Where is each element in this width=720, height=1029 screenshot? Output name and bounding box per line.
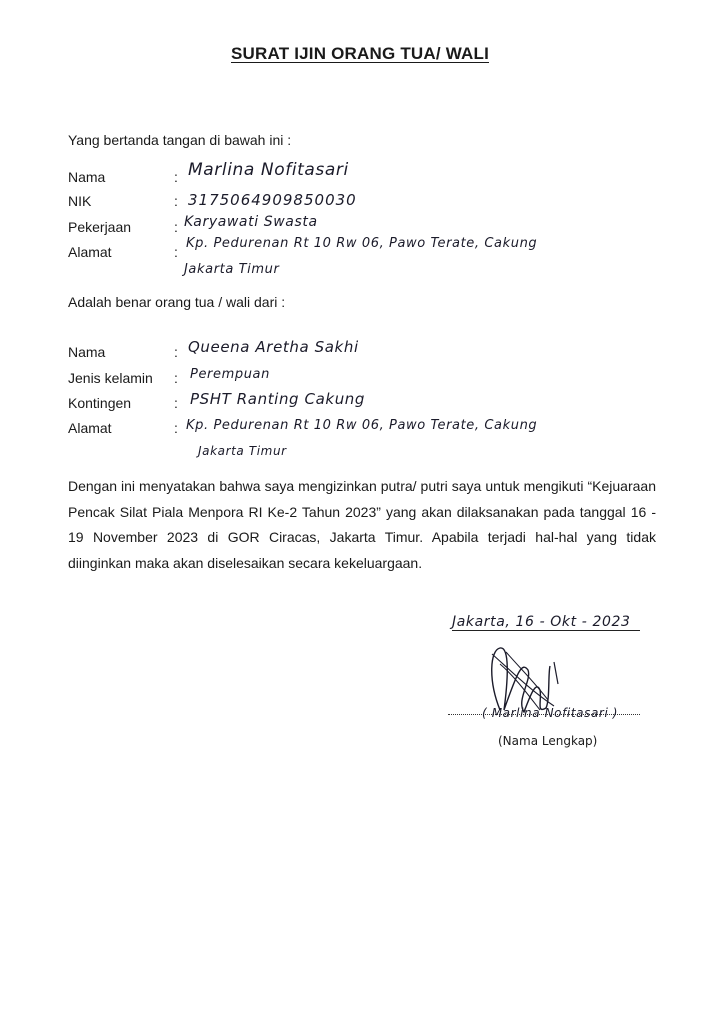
signature-place-date-line	[452, 614, 640, 631]
middle-text: Adalah benar orang tua / wali dari :	[68, 294, 286, 310]
parent-alamat-line1: Kp. Pedurenan Rt 10 Rw 06, Pawo Terate, Cakung	[186, 236, 538, 251]
parent-pekerjaan-label: Pekerjaan	[68, 219, 132, 235]
colon: :	[174, 370, 178, 386]
colon: :	[174, 420, 178, 436]
child-jk-label: Jenis kelamin	[68, 370, 153, 386]
parent-nama-label: Nama	[68, 169, 106, 185]
parent-nik-label: NIK	[68, 193, 92, 209]
child-nama-value: Queena Aretha Sakhi	[188, 338, 359, 356]
parent-nama-value: Marlina Nofitasari	[188, 160, 349, 180]
child-jk-value: Perempuan	[190, 367, 270, 382]
colon: :	[174, 169, 178, 185]
colon: :	[174, 219, 178, 235]
child-kontingen-label: Kontingen	[68, 395, 132, 411]
signature-caption: (Nama Lengkap)	[498, 734, 598, 748]
colon: :	[174, 193, 178, 209]
statement-paragraph: Dengan ini menyatakan bahwa saya mengizinkan putra/ putri saya untuk mengikuti “Kejuaraan Pencak Silat Piala Menpora RI Ke-2 Tahun 2023” yang akan dilaksanakan pada tanggal 16 - 19 November 2023 di GOR Ciracas, Jakarta Timur. Apabila terjadi hal-hal yang tidak diinginkan maka akan diselesaikan secara kekeluargaan.	[68, 478, 656, 571]
parent-pekerjaan-value: Karyawati Swasta	[184, 214, 318, 230]
parent-alamat-label: Alamat	[68, 244, 112, 260]
intro-text: Yang bertanda tangan di bawah ini :	[68, 132, 292, 148]
colon: :	[174, 344, 178, 360]
letter-title: SURAT IJIN ORANG TUA/ WALI	[231, 44, 489, 63]
child-alamat-line1: Kp. Pedurenan Rt 10 Rw 06, Pawo Terate, Cakung	[186, 418, 538, 433]
child-alamat-label: Alamat	[68, 420, 112, 436]
child-alamat-line2: Jakarta Timur	[198, 444, 287, 458]
child-nama-label: Nama	[68, 344, 106, 360]
colon: :	[174, 244, 178, 260]
signature-place-date: Jakarta, 16 - Okt - 2023	[452, 614, 631, 630]
parent-alamat-line2: Jakarta Timur	[184, 262, 280, 277]
colon: :	[174, 395, 178, 411]
parent-nik-value: 3175064909850030	[188, 191, 357, 209]
signature-name: ( Marlina Nofitasari )	[482, 706, 619, 720]
child-kontingen-value: PSHT Ranting Cakung	[190, 390, 366, 408]
